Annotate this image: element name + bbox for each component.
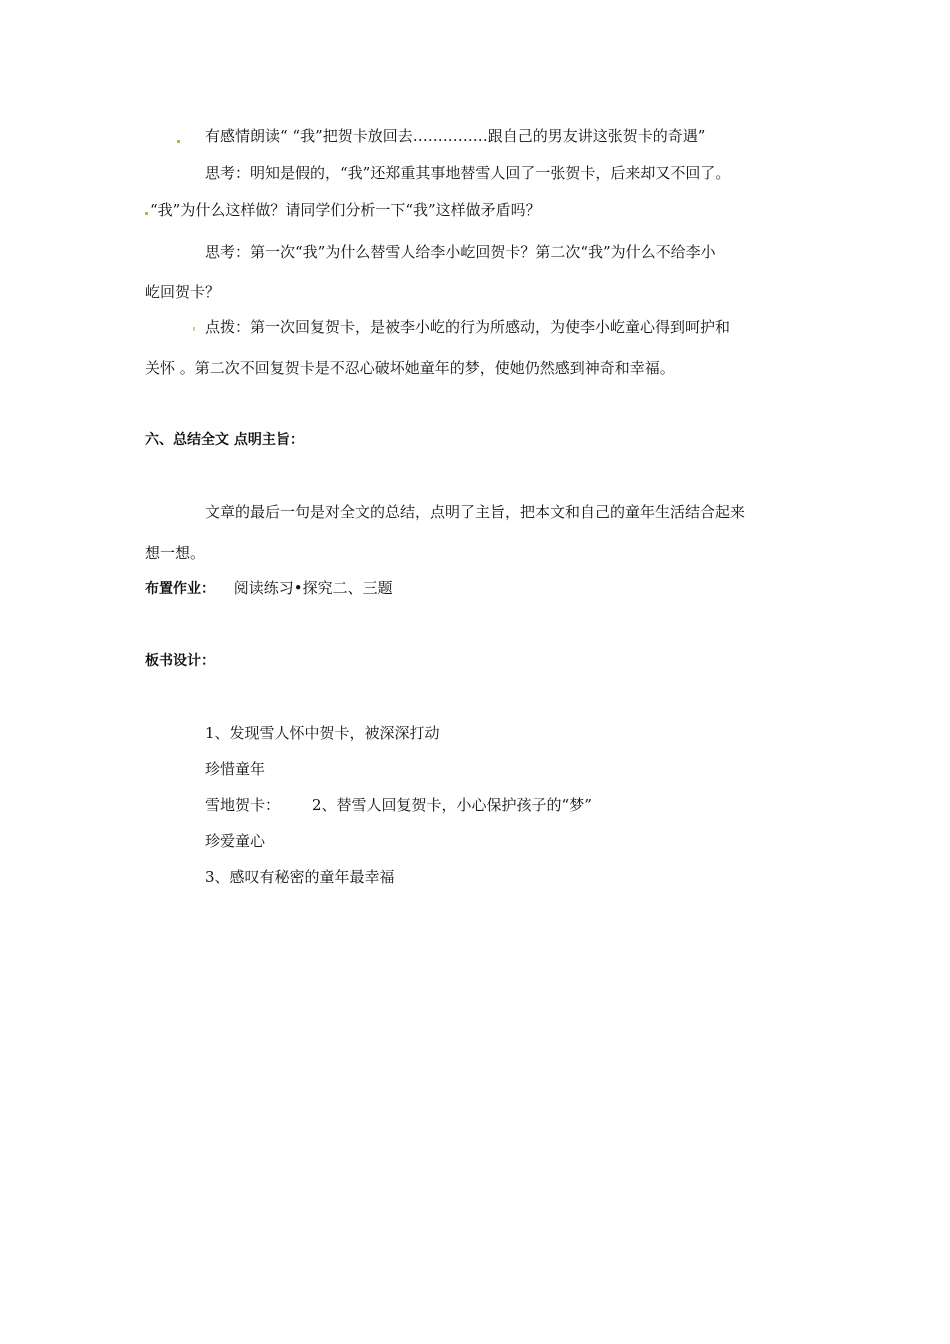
think2-line2: 屹回贺卡？	[145, 283, 221, 301]
board-theme2: 珍爱童心	[205, 832, 266, 850]
homework-label: 布置作业：	[145, 581, 215, 597]
board-item3: 3、感叹有秘密的童年最幸福	[205, 868, 395, 886]
think1-line2: “我”为什么这样做？请同学们分析一下“我”这样做矛盾吗？	[150, 201, 541, 219]
homework	[145, 578, 393, 599]
board-title-label: 雪地贺卡：	[205, 796, 281, 814]
board-theme1: 珍惜童年	[205, 760, 266, 778]
bullet-dot-icon	[145, 212, 148, 215]
section6-heading: 六、总结全文 点明主旨：	[145, 432, 304, 448]
board-item1: 1、发现雪人怀中贺卡，被深深打动	[205, 724, 440, 742]
think2-line1: 思考：第一次“我”为什么替雪人给李小屹回贺卡？第二次“我”为什么不给李小	[205, 243, 716, 261]
hint-line2: 关怀 。第二次不回复贺卡是不忍心破坏她童年的梦，使她仍然感到神奇和幸福。	[145, 359, 675, 377]
think1-line1: 思考：明知是假的，“我”还郑重其事地替雪人回了一张贺卡，后来却又不回了。	[205, 164, 731, 182]
summary-line1: 文章的最后一句是对全文的总结，点明了主旨，把本文和自己的童年生活结合起来	[205, 503, 746, 521]
summary-line2: 想一想。	[145, 544, 206, 562]
reading-task: 有感情朗读“ “我”把贺卡放回去……………跟自己的男友讲这张贺卡的奇遇”	[205, 127, 706, 145]
bullet-dot-icon	[193, 327, 195, 331]
hint-line1: 点拨：第一次回复贺卡，是被李小屹的行为所感动，为使李小屹童心得到呵护和	[205, 318, 731, 336]
board-heading: 板书设计：	[145, 653, 215, 669]
board-item2: 2、替雪人回复贺卡，小心保护孩子的“梦”	[312, 796, 592, 814]
homework-text: 阅读练习•探究二、三题	[233, 579, 393, 597]
bullet-dot-icon	[177, 140, 180, 143]
